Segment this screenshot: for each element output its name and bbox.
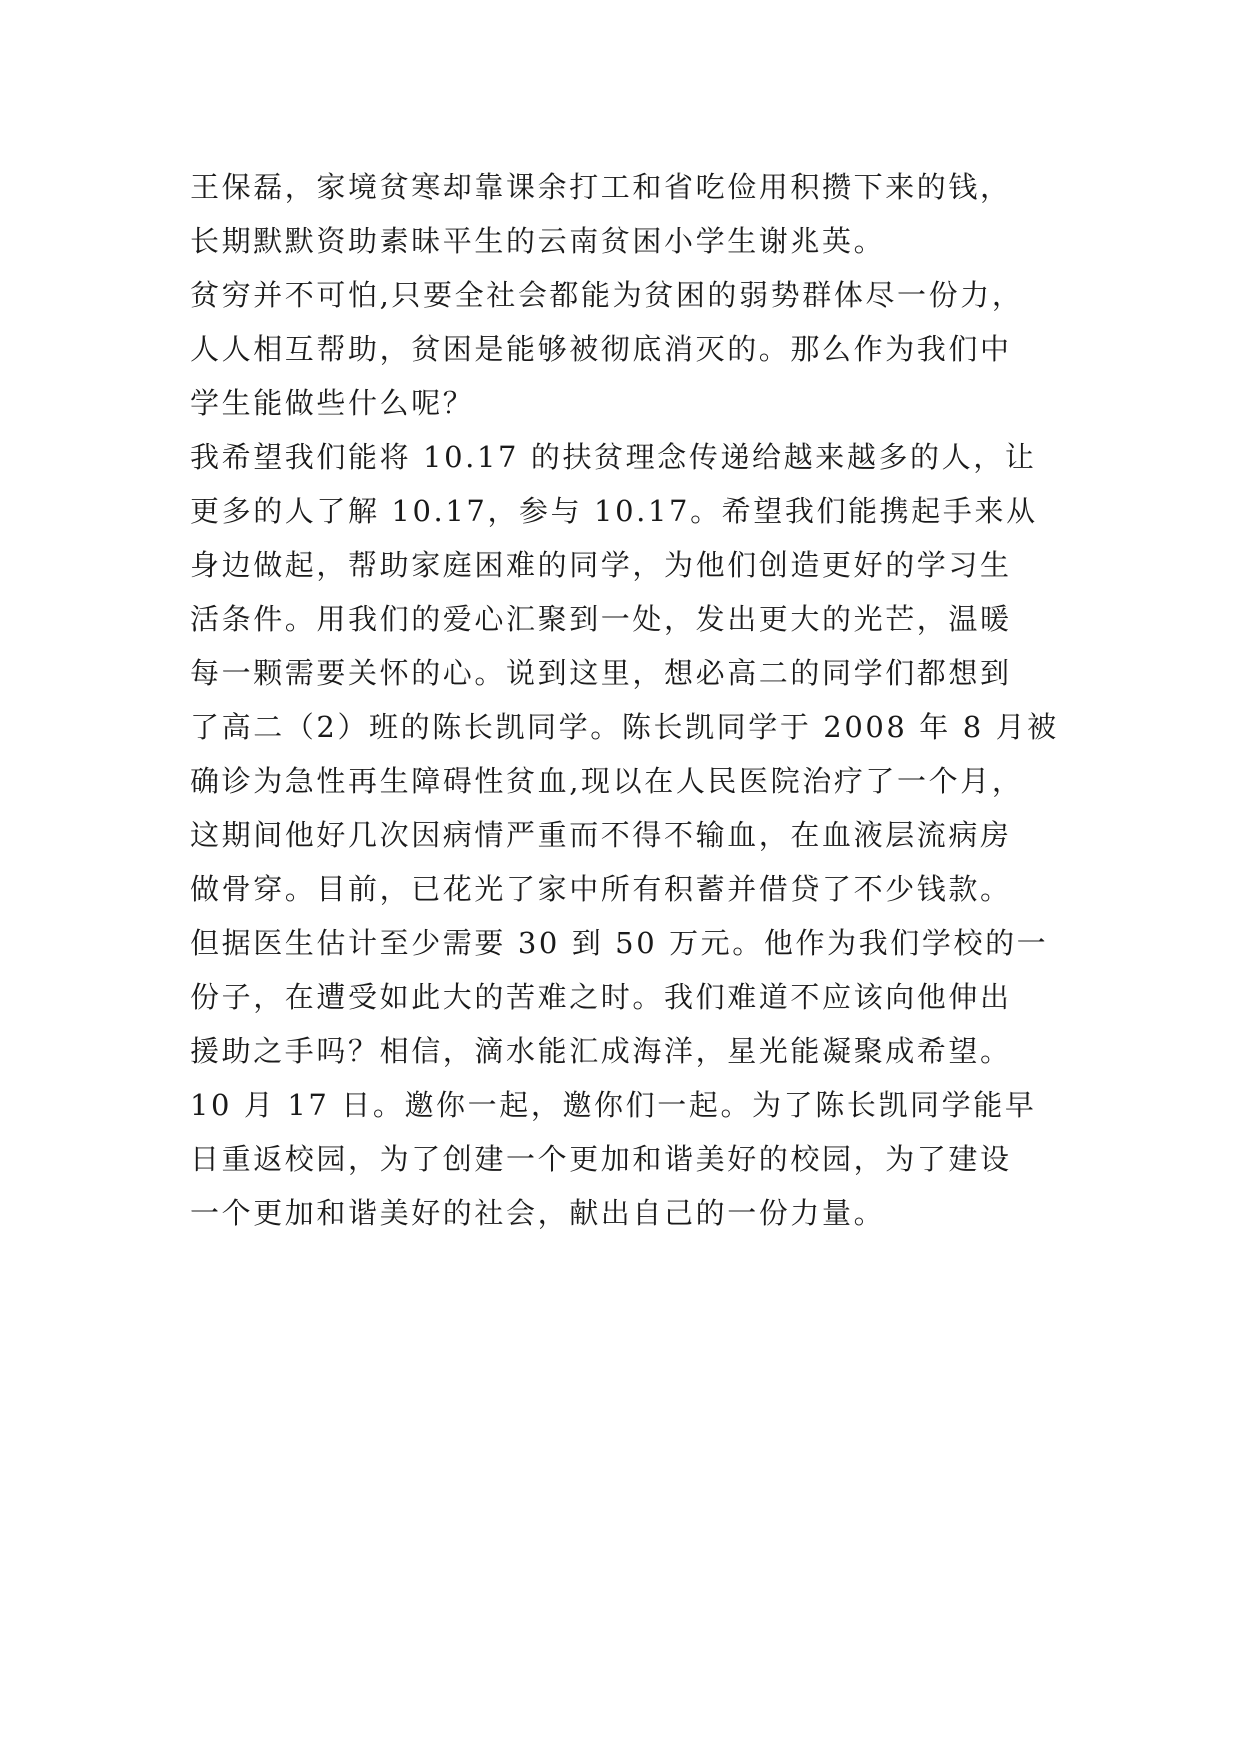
- text-line: 活条件。用我们的爱心汇聚到一处，发出更大的光芒，温暖: [190, 602, 1012, 636]
- text-line: 我希望我们能将 10.17 的扶贫理念传递给越来越多的人，让: [190, 440, 1037, 474]
- text-line: 了高二（2）班的陈长凯同学。陈长凯同学于 2008 年 8 月被: [190, 710, 1059, 744]
- text-line: 确诊为急性再生障碍性贫血,现以在人民医院治疗了一个月，: [190, 764, 1024, 798]
- text-line: 做骨穿。目前，已花光了家中所有积蓄并借贷了不少钱款。: [190, 872, 1012, 906]
- text-line: 10 月 17 日。邀你一起，邀你们一起。为了陈长凯同学能早: [190, 1088, 1037, 1122]
- text-line: 更多的人了解 10.17，参与 10.17。希望我们能携起手来从: [190, 494, 1038, 528]
- text-line: 日重返校园，为了创建一个更加和谐美好的校园，为了建设: [190, 1142, 1012, 1176]
- text-line: 一个更加和谐美好的社会，献出自己的一份力量。: [190, 1196, 886, 1230]
- body-text: [190, 160, 1090, 1240]
- text-line: 人人相互帮助，贫困是能够被彻底消灭的。那么作为我们中: [190, 332, 1012, 366]
- text-line: 份子，在遭受如此大的苦难之时。我们难道不应该向他伸出: [190, 980, 1012, 1014]
- text-line: 身边做起，帮助家庭困难的同学，为他们创造更好的学习生: [190, 548, 1012, 582]
- text-line: 贫穷并不可怕,只要全社会都能为贫困的弱势群体尽一份力，: [190, 278, 1024, 312]
- text-line: 长期默默资助素昧平生的云南贫困小学生谢兆英。: [190, 224, 886, 258]
- text-line: 王保磊，家境贫寒却靠课余打工和省吃俭用积攒下来的钱，: [190, 170, 1012, 204]
- text-line: 但据医生估计至少需要 30 到 50 万元。他作为我们学校的一: [190, 926, 1049, 960]
- text-line: 这期间他好几次因病情严重而不得不输血，在血液层流病房: [190, 818, 1012, 852]
- text-line: 援助之手吗？相信，滴水能汇成海洋，星光能凝聚成希望。: [190, 1034, 1012, 1068]
- text-line: 学生能做些什么呢？: [190, 386, 475, 420]
- text-line: 每一颗需要关怀的心。说到这里，想必高二的同学们都想到: [190, 656, 1012, 690]
